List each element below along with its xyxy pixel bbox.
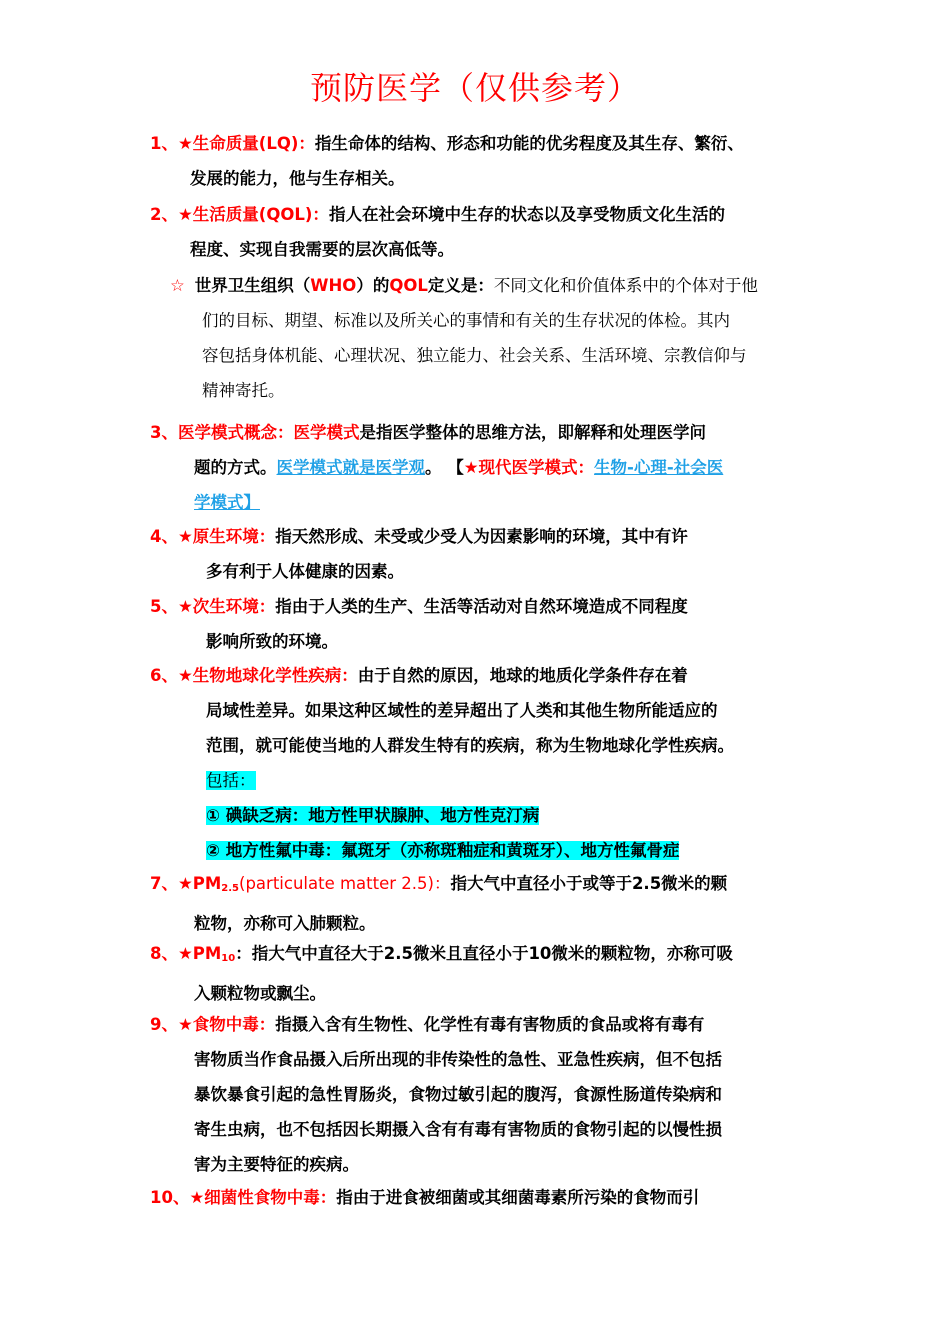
item-9: [150, 1007, 815, 1182]
term: 医学模式概念：: [177, 423, 294, 442]
page-title: 预防医学（仅供参考）: [309, 69, 640, 107]
item-4: [150, 519, 815, 589]
definition-continued-2: 暴饮暴食引起的急性胃肠炎，食物过敏引起的腹泻，食源性肠道传染病和: [194, 1085, 722, 1104]
sub-item-1-line: [150, 798, 815, 833]
definition: 指生命体的结构、形态和功能的优劣程度及其生存、繁衍、: [314, 134, 744, 153]
bracket-open: 【: [447, 458, 464, 477]
includes-label-line: [150, 763, 815, 798]
definition: 指天然形成、未受或少受人为因素影响的环境，其中有许: [275, 527, 688, 546]
item-number: 4、: [150, 527, 178, 546]
definition-continued: 多有利于人体健康的因素。: [206, 562, 404, 581]
item-number: 6、: [150, 666, 178, 685]
term: ★生命质量(LQ)：: [177, 134, 315, 153]
definition-continued: 害物质当作食品摄入后所出现的非传染性的急性、亚急性疾病，但不包括: [194, 1050, 722, 1069]
item-8: [150, 936, 815, 1011]
definition-continued-3: 寄生虫病，也不包括因长期摄入含有有毒有害物质的食物引起的以慢性损: [194, 1120, 722, 1139]
definition-continued: [150, 450, 815, 485]
includes-label: 包括：: [206, 771, 256, 790]
term-emphasis: 医学模式: [293, 423, 360, 442]
term: ★细菌性食物中毒：: [189, 1188, 337, 1207]
who-definition: 不同文化和价值体系中的个体对于他: [493, 276, 758, 295]
term: ★原生环境：: [177, 527, 276, 546]
definition-continued: 粒物，亦称可入肺颗粒。: [194, 914, 376, 933]
separator: 。: [425, 458, 442, 477]
definition: 指摄入含有生物性、化学性有毒有害物质的食品或将有毒有: [275, 1015, 705, 1034]
item-2: [150, 197, 815, 267]
item-number: 2、: [150, 205, 178, 224]
who-heading-pre: 世界卫生组织（: [194, 276, 311, 295]
item-7: [150, 866, 815, 941]
who-definition-line3: 容包括身体机能、心理状况、独立能力、社会关系、生活环境、宗教信仰与: [202, 346, 747, 365]
item-number: 7、: [150, 874, 178, 893]
definition-continued: 程度、实现自我需要的层次高低等。: [190, 240, 454, 259]
item-3: [150, 415, 815, 520]
definition-continued: 局域性差异。如果这种区域性的差异超出了人类和其他生物所能适应的: [206, 701, 718, 720]
item-10: [150, 1180, 815, 1215]
term: ★次生环境：: [177, 597, 276, 616]
item-1: [150, 126, 815, 196]
term-english: (particulate matter 2.5)：: [239, 874, 451, 893]
item-5: [150, 589, 815, 659]
definition-continued: 影响所致的环境。: [206, 632, 338, 651]
who-definition-line4: 精神寄托。: [202, 381, 285, 400]
definition: 指由于人类的生产、生活等活动对自然环境造成不同程度: [275, 597, 688, 616]
who-qol-definition: [170, 268, 820, 408]
definition-continued-4: 害为主要特征的疾病。: [194, 1155, 359, 1174]
definition: 指大气中直径小于或等于2.5微米的颗: [450, 874, 728, 893]
term: ★生物地球化学性疾病：: [177, 666, 358, 685]
modern-model-label: ★现代医学模式：: [463, 458, 595, 477]
item-number: 9、: [150, 1015, 178, 1034]
item-number: 1、: [150, 134, 178, 153]
definition-continued: 发展的能力，他与生存相关。: [190, 169, 405, 188]
who-heading-post: 定义是：: [427, 276, 494, 295]
term-pm: ★PM: [177, 874, 222, 893]
definition: 是指医学整体的思维方法，即解释和处理医学问: [359, 423, 706, 442]
pm-subscript: 2.5: [221, 883, 240, 894]
item-number: 10、: [150, 1188, 190, 1207]
bio-psycho-social-link[interactable]: 生物-心理-社会医: [594, 458, 724, 477]
definition-continued: 入颗粒物或飘尘。: [194, 984, 326, 1003]
definition: 指大气中直径大于2.5微米且直径小于10微米的颗粒物，亦称可吸: [251, 944, 733, 963]
item-6: [150, 658, 815, 868]
qol-abbr: QOL: [389, 276, 428, 295]
term: ★生活质量(QOL)：: [177, 205, 329, 224]
colon: ：: [235, 944, 252, 963]
term: ★食物中毒：: [177, 1015, 276, 1034]
hollow-star-icon: ☆: [170, 276, 185, 295]
definition: 由于自然的原因，地球的地质化学条件存在着: [357, 666, 688, 685]
who-definition-line2: 们的目标、期望、标准以及所关心的事情和有关的生存状况的体检。其内: [202, 311, 730, 330]
who-heading-mid: ）的: [356, 276, 390, 295]
definition: 指由于进食被细菌或其细菌毒素所污染的食物而引: [336, 1188, 700, 1207]
definition-continued-2: 范围，就可能使当地的人群发生特有的疾病，称为生物地球化学性疾病。: [206, 736, 734, 755]
bio-psycho-social-link-end[interactable]: 学模式】: [194, 493, 260, 512]
who-abbr: WHO: [310, 276, 357, 295]
definition-continued-2: [150, 485, 815, 520]
definition: 指人在社会环境中生存的状态以及享受物质文化生活的: [328, 205, 725, 224]
pm-subscript: 10: [221, 953, 236, 964]
sub-item-2-line: [150, 833, 815, 868]
term-pm: ★PM: [177, 944, 222, 963]
medical-model-link[interactable]: 医学模式就是医学观: [276, 458, 425, 477]
sub-item-2: ② 地方性氟中毒：氟斑牙（亦称斑釉症和黄斑牙）、地方性氟骨症: [206, 841, 680, 860]
item-number: 5、: [150, 597, 178, 616]
sub-item-1: ① 碘缺乏病：地方性甲状腺肿、地方性克汀病: [206, 806, 540, 825]
item-number: 3、: [150, 423, 178, 442]
item-number: 8、: [150, 944, 178, 963]
definition-text: 题的方式。: [194, 458, 277, 477]
